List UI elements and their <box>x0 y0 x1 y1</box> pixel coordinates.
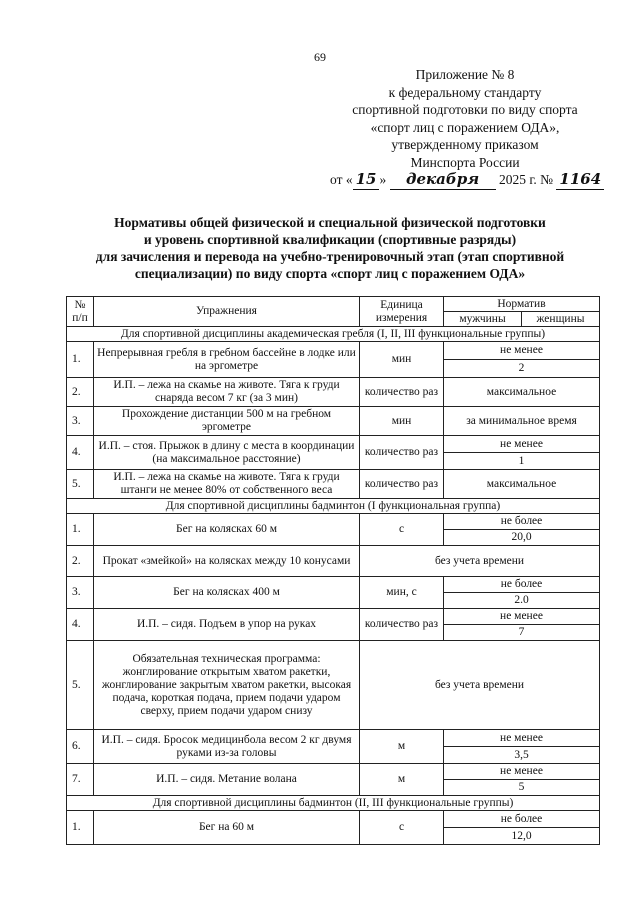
row-number: 3. <box>67 407 94 436</box>
row-unit: количество раз <box>360 378 444 407</box>
row-qualifier: не менее <box>444 730 600 747</box>
appendix-title: Приложение № 8 <box>415 67 515 82</box>
section-title: Для спортивной дисциплины бадминтон (I функциональная группа) <box>67 499 600 514</box>
row-number: 4. <box>67 436 94 470</box>
col-women: женщины <box>522 312 600 327</box>
table-row <box>67 407 600 436</box>
row-unit: мин <box>360 407 444 436</box>
page-number: 69 <box>314 50 326 64</box>
row-value: максимальное <box>444 378 600 407</box>
table-row <box>67 470 600 499</box>
order-mid: » <box>379 172 387 187</box>
row-value: за минимальное время <box>444 407 600 436</box>
col-num: № п/п <box>67 297 94 327</box>
table-row <box>67 641 600 730</box>
appendix-line: к федеральному стандарту <box>388 84 542 100</box>
row-value: без учета времени <box>360 546 600 577</box>
row-number: 3. <box>67 577 94 609</box>
row-value: максимальное <box>444 470 600 499</box>
table-row <box>67 811 600 828</box>
appendix-line: Минспорта России <box>410 154 520 170</box>
row-value: без учета времени <box>360 641 600 730</box>
row-qualifier: не менее <box>444 436 600 453</box>
appendix-line: спортивной подготовки по виду спорта <box>352 102 578 117</box>
table-row <box>67 764 600 780</box>
row-qualifier: не более <box>444 577 600 593</box>
col-unit: Единица измерения <box>360 297 444 327</box>
row-value: 5 <box>444 780 600 796</box>
row-number: 2. <box>67 546 94 577</box>
col-exercise: Упражнения <box>94 297 360 327</box>
row-exercise: Бег на колясках 400 м <box>94 577 360 609</box>
table-row <box>67 342 600 360</box>
row-unit: количество раз <box>360 609 444 641</box>
section-title: Для спортивной дисциплины бадминтон (II, III функциональные группы) <box>67 796 600 811</box>
title-line: для зачисления и перевода на учебно-тренировочный этап (этап спортивной <box>95 249 565 264</box>
table-row <box>67 609 600 625</box>
row-qualifier: не менее <box>444 764 600 780</box>
row-exercise: И.П. – сидя. Подъем в упор на руках <box>94 609 360 641</box>
col-norm: Норматив <box>444 297 600 312</box>
order-month: декабря <box>390 171 496 190</box>
row-number: 5. <box>67 470 94 499</box>
table-row <box>67 514 600 530</box>
row-number: 7. <box>67 764 94 796</box>
order-year: 2025 г. № <box>498 172 554 187</box>
order-prefix: от « <box>330 172 353 187</box>
row-exercise: Прохождение дистанции 500 м на гребном эргометре <box>94 407 360 436</box>
row-exercise: И.П. – сидя. Бросок медицинбола весом 2 кг двумя руками из-за головы <box>94 730 360 764</box>
title-line: и уровень спортивной квалификации (спортивные разряды) <box>143 232 517 247</box>
section-row <box>67 796 600 811</box>
row-unit: количество раз <box>360 470 444 499</box>
row-unit: м <box>360 730 444 764</box>
row-number: 5. <box>67 641 94 730</box>
row-unit: с <box>360 514 444 546</box>
row-value: 3,5 <box>444 747 600 764</box>
row-exercise: И.П. – сидя. Метание волана <box>94 764 360 796</box>
table-row <box>67 577 600 593</box>
table-row <box>67 546 600 577</box>
row-unit: мин, с <box>360 577 444 609</box>
row-value: 12,0 <box>444 828 600 845</box>
order-number: 1164 <box>556 171 604 190</box>
appendix-header <box>330 66 600 190</box>
row-qualifier: не менее <box>444 609 600 625</box>
row-exercise: И.П. – лежа на скамье на животе. Тяга к груди штанги не менее 80% от собственного веса <box>94 470 360 499</box>
row-exercise: Непрерывная гребля в гребном бассейне в лодке или на эргометре <box>94 342 360 378</box>
section-row <box>67 499 600 514</box>
row-unit: с <box>360 811 444 845</box>
row-exercise: Бег на 60 м <box>94 811 360 845</box>
row-unit: м <box>360 764 444 796</box>
row-number: 2. <box>67 378 94 407</box>
row-value: 20,0 <box>444 530 600 546</box>
row-qualifier: не менее <box>444 342 600 360</box>
row-exercise: Бег на колясках 60 м <box>94 514 360 546</box>
row-number: 1. <box>67 811 94 845</box>
order-line <box>330 171 600 190</box>
row-unit: количество раз <box>360 436 444 470</box>
table-row <box>67 730 600 747</box>
row-value: 7 <box>444 625 600 641</box>
row-qualifier: не более <box>444 811 600 828</box>
section-title: Для спортивной дисциплины академическая гребля (I, II, III функциональные группы) <box>67 327 600 342</box>
row-value: 2.0 <box>444 593 600 609</box>
col-men: мужчины <box>444 312 522 327</box>
row-exercise: Обязательная техническая программа: жонглирование открытым хватом ракетки, жонглирование закрытым хватом ракетки, высокая подача, короткая подача, прием подачи ударом сверху, прием подачи ударом снизу <box>94 641 360 730</box>
row-value: 1 <box>444 453 600 470</box>
row-value: 2 <box>444 360 600 378</box>
row-exercise: Прокат «змейкой» на колясках между 10 конусами <box>94 546 360 577</box>
title-line: Нормативы общей физической и специальной физической подготовки <box>114 215 546 230</box>
order-day: 15 <box>353 171 380 190</box>
row-number: 4. <box>67 609 94 641</box>
row-unit: мин <box>360 342 444 378</box>
title-line: специализации) по виду спорта «спорт лиц с поражением ОДА» <box>134 266 526 281</box>
row-number: 6. <box>67 730 94 764</box>
table-row <box>67 436 600 453</box>
row-exercise: И.П. – лежа на скамье на животе. Тяга к груди снаряда весом 7 кг (за 3 мин) <box>94 378 360 407</box>
section-row <box>67 327 600 342</box>
appendix-line: утвержденному приказом <box>391 137 539 152</box>
row-exercise: И.П. – стоя. Прыжок в длину с места в координации (на максимальное расстояние) <box>94 436 360 470</box>
row-number: 1. <box>67 514 94 546</box>
row-qualifier: не более <box>444 514 600 530</box>
document-title <box>60 214 600 282</box>
table-row <box>67 378 600 407</box>
row-number: 1. <box>67 342 94 378</box>
standards-table <box>66 296 600 845</box>
appendix-line: «спорт лиц с поражением ОДА», <box>370 119 560 135</box>
